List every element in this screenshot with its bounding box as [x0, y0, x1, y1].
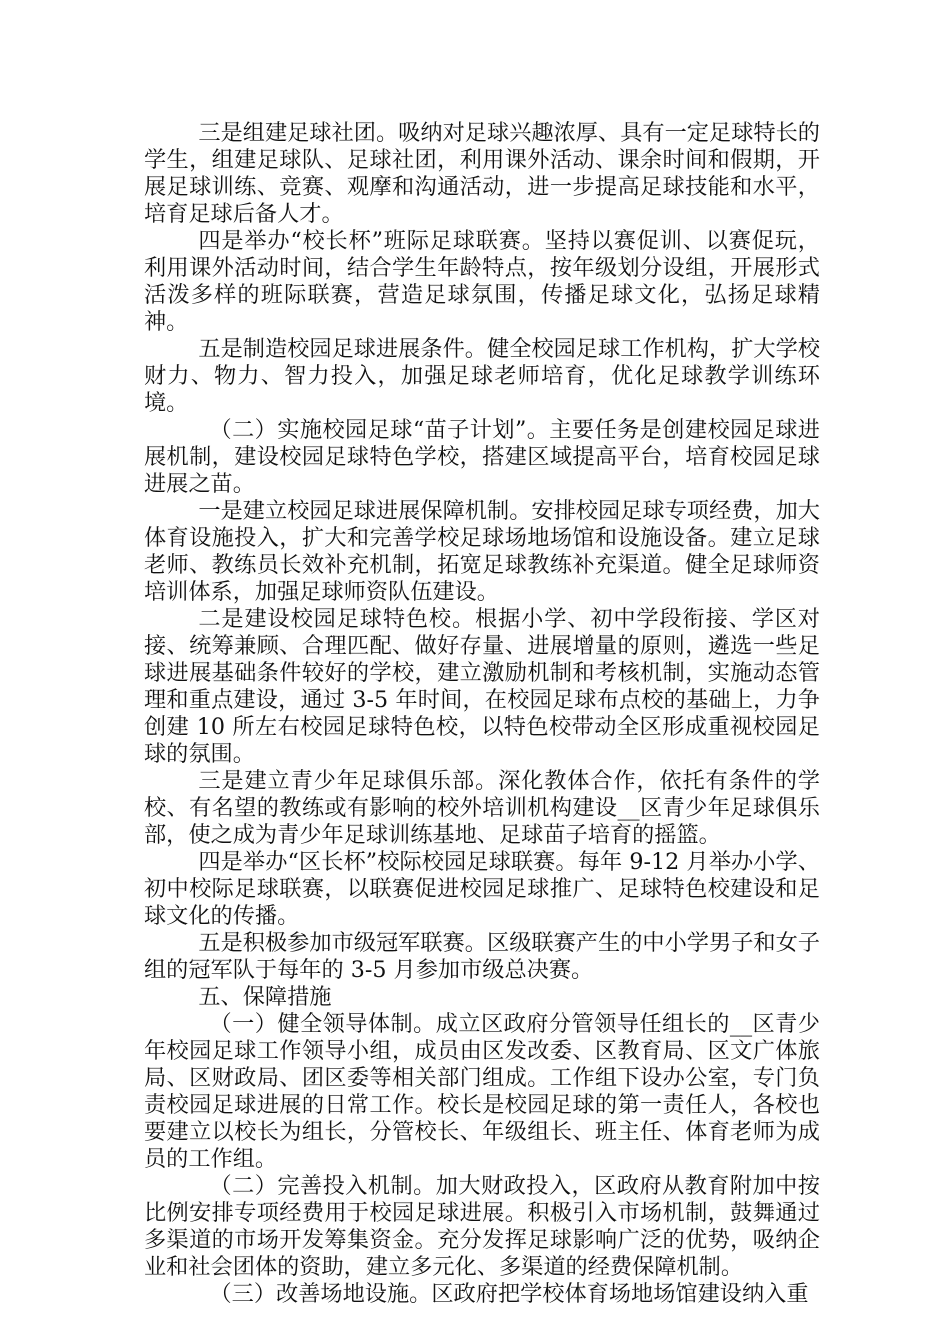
document-page [144, 120, 820, 1308]
paragraph-facilities: （三）改善场地设施。区政府把学校体育场地场馆建设纳入重 [209, 1281, 809, 1307]
paragraph-youth-club: 三是建立青少年足球俱乐部。深化教体合作，依托有条件的学校、有名望的教练或有影响的校外培训机构建设__区青少年足球俱乐部，使之成为青少年足球训练基地、足球苗子培育的摇篮。 [144, 768, 820, 848]
paragraph-development-conditions: 五是制造校园足球进展条件。健全校园足球工作机构，扩大学校财力、物力、智力投入，加强足球老师培育，优化足球教学训练环境。 [144, 336, 820, 416]
paragraph-city-championship: 五是积极参加市级冠军联赛。区级联赛产生的中小学男子和女子组的冠军队于每年的 3-5 月参加市级总决赛。 [144, 930, 820, 983]
paragraph-football-club: 三是组建足球社团。吸纳对足球兴趣浓厚、具有一定足球特长的学生，组建足球队、足球社团，利用课外活动、课余时间和假期，开展足球训练、竞赛、观摩和沟通活动，进一步提高足球技能和水平，培育足球后备人才。 [144, 120, 820, 227]
paragraph-investment-mechanism: （二）完善投入机制。加大财政投入，区政府从教育附加中按比例安排专项经费用于校园足球进展。积极引入市场机制，鼓舞通过多渠道的市场开发筹集资金。充分发挥足球影响广泛的优势，吸纳企业和社会团体的资助，建立多元化、多渠道的经费保障机制。 [144, 1173, 820, 1280]
paragraph-characteristic-schools: 二是建设校园足球特色校。根据小学、初中学段衔接、学区对接、统筹兼顾、合理匹配、做好存量、进展增量的原则，遴选一些足球进展基础条件较好的学校，建立激励机制和考核机制，实施动态管理和重点建设，通过 3-5 年时间，在校园足球布点校的基础上，力争创建 10 所左右校园足球特色校，以特色校带动全区形成重视校园足球的氛围。 [144, 606, 820, 767]
paragraph-guarantee-mechanism: 一是建立校园足球进展保障机制。安排校园足球专项经费，加大体育设施投入，扩大和完善学校足球场地场馆和设施设备。建立足球老师、教练员长效补充机制，拓宽足球教练补充渠道。健全足球师资培训体系，加强足球师资队伍建设。 [144, 498, 820, 605]
paragraph-seedling-plan: （二）实施校园足球“苗子计划”。主要任务是创建校园足球进展机制，建设校园足球特色学校，搭建区域提高平台，培育校园足球进展之苗。 [144, 417, 820, 497]
paragraph-district-cup: 四是举办“区长杯”校际校园足球联赛。每年 9-12 月举办小学、初中校际足球联赛，以联赛促进校园足球推广、足球特色校建设和足球文化的传播。 [144, 849, 820, 929]
paragraph-principal-cup: 四是举办“校长杯”班际足球联赛。坚持以赛促训、以赛促玩，利用课外活动时间，结合学生年龄特点，按年级划分设组，开展形式活泼多样的班际联赛，营造足球氛围，传播足球文化，弘扬足球精神。 [144, 228, 820, 335]
paragraph-leadership-system: （一）健全领导体制。成立区政府分管领导任组长的__区青少年校园足球工作领导小组，成员由区发改委、区教育局、区文广体旅局、区财政局、团区委等相关部门组成。工作组下设办公室，专门负责校园足球进展的日常工作。校长是校园足球的第一责任人，各校也要建立以校长为组长，分管校长、年级组长、班主任、体育老师为成员的工作组。 [144, 1011, 820, 1172]
section-heading-safeguards: 五、保障措施 [198, 984, 332, 1010]
